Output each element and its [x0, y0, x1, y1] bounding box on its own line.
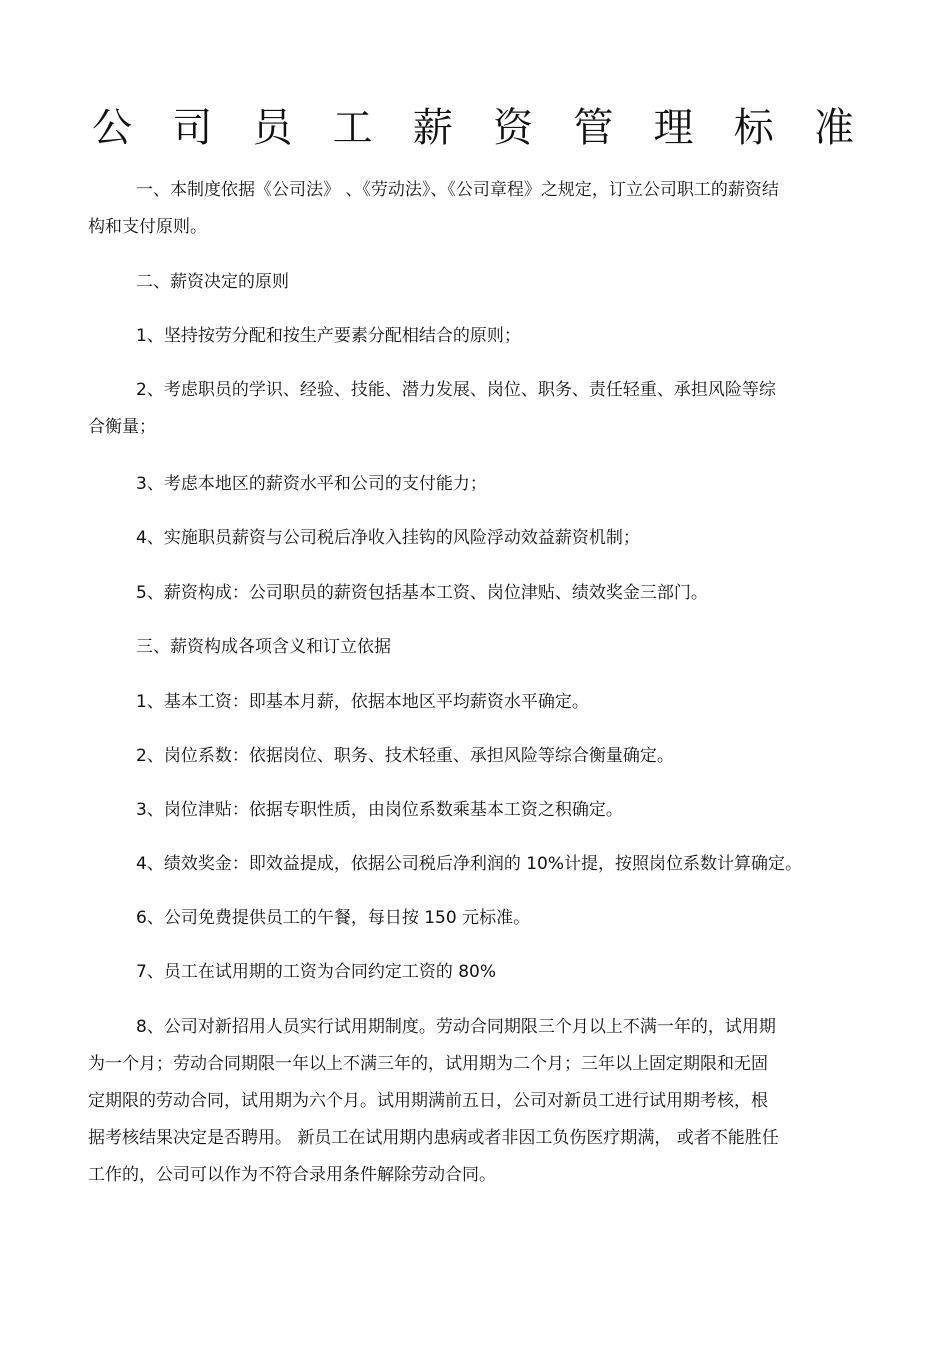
- principle-item-5: [88, 575, 850, 612]
- component-item-4: [88, 846, 850, 883]
- component-item-7: [88, 954, 850, 991]
- title-char: 薪: [412, 105, 453, 151]
- paragraph-line: 构和支付原则。: [88, 217, 207, 237]
- paragraph-line: 为一个月；劳动合同期限一年以上不满三年的，试用期为二个月；三年以上固定期限和无固: [88, 1054, 768, 1074]
- component-item-2: [88, 738, 850, 775]
- paragraph-line: 据考核结果决定是否聘用。 新员工在试用期内患病或者非因工负伤医疗期满， 或者不能胜任: [88, 1128, 779, 1148]
- section-heading-components: [88, 629, 850, 666]
- paragraph-line: 2、考虑职员的学识、经验、技能、潜力发展、岗位、职务、责任轻重、承担风险等综: [136, 380, 776, 400]
- paragraph-line: 3、岗位津贴：依据专职性质，由岗位系数乘基本工资之积确定。: [136, 800, 623, 820]
- paragraph-line: 三、薪资构成各项含义和订立依据: [136, 637, 391, 657]
- title-char: 员: [252, 105, 293, 151]
- paragraph-line: 定期限的劳动合同，试用期为六个月。试用期满前五日，公司对新员工进行试用期考核，根: [88, 1091, 768, 1111]
- paragraph-legal-basis: [88, 172, 850, 246]
- title-char: 工: [332, 105, 373, 151]
- paragraph-line: 1、基本工资：即基本月薪，依据本地区平均薪资水平确定。: [136, 692, 589, 712]
- title-char: 司: [172, 105, 213, 151]
- paragraph-line: 3、考虑本地区的薪资水平和公司的支付能力；: [136, 474, 487, 494]
- paragraph-line: 合衡量；: [88, 417, 156, 437]
- title-char: 标: [733, 105, 774, 151]
- paragraph-line: 2、岗位系数：依据岗位、职务、技术轻重、承担风险等综合衡量确定。: [136, 746, 674, 766]
- paragraph-line: 4、绩效奖金：即效益提成，依据公司税后净利润的 10%计提，按照岗位系数计算确定。: [136, 854, 803, 874]
- page-title: [88, 104, 858, 152]
- principle-item-4: [88, 520, 850, 557]
- paragraph-line: 一、本制度依据《公司法》 、《劳动法》、《公司章程》之规定，订立公司职工的薪资结: [136, 180, 779, 200]
- paragraph-line: 8、公司对新招用人员实行试用期制度。劳动合同期限三个月以上不满一年的，试用期: [136, 1017, 776, 1037]
- component-item-8: [88, 1009, 850, 1194]
- paragraph-line: 1、坚持按劳分配和按生产要素分配相结合的原则；: [136, 326, 521, 346]
- principle-item-1: [88, 318, 850, 355]
- paragraph-line: 4、实施职员薪资与公司税后净收入挂钩的风险浮动效益薪资机制；: [136, 528, 640, 548]
- paragraph-line: 5、薪资构成：公司职员的薪资包括基本工资、岗位津贴、绩效奖金三部门。: [136, 583, 708, 603]
- title-char: 资: [493, 105, 534, 151]
- section-heading-principles: [88, 264, 850, 301]
- component-item-6: [88, 900, 850, 937]
- paragraph-line: 6、公司免费提供员工的午餐，每日按 150 元标准。: [136, 908, 531, 928]
- title-char: 管: [573, 105, 614, 151]
- title-char: 准: [813, 105, 854, 151]
- title-char: 公: [92, 105, 132, 151]
- paragraph-line: 工作的，公司可以作为不符合录用条件解除劳动合同。: [88, 1165, 496, 1185]
- component-item-3: [88, 792, 850, 829]
- title-char: 理: [653, 105, 694, 151]
- paragraph-line: 7、员工在试用期的工资为合同约定工资的 80%: [136, 962, 497, 982]
- component-item-1: [88, 684, 850, 721]
- principle-item-2: [88, 372, 850, 446]
- principle-item-3: [88, 466, 850, 503]
- paragraph-line: 二、薪资决定的原则: [136, 272, 289, 292]
